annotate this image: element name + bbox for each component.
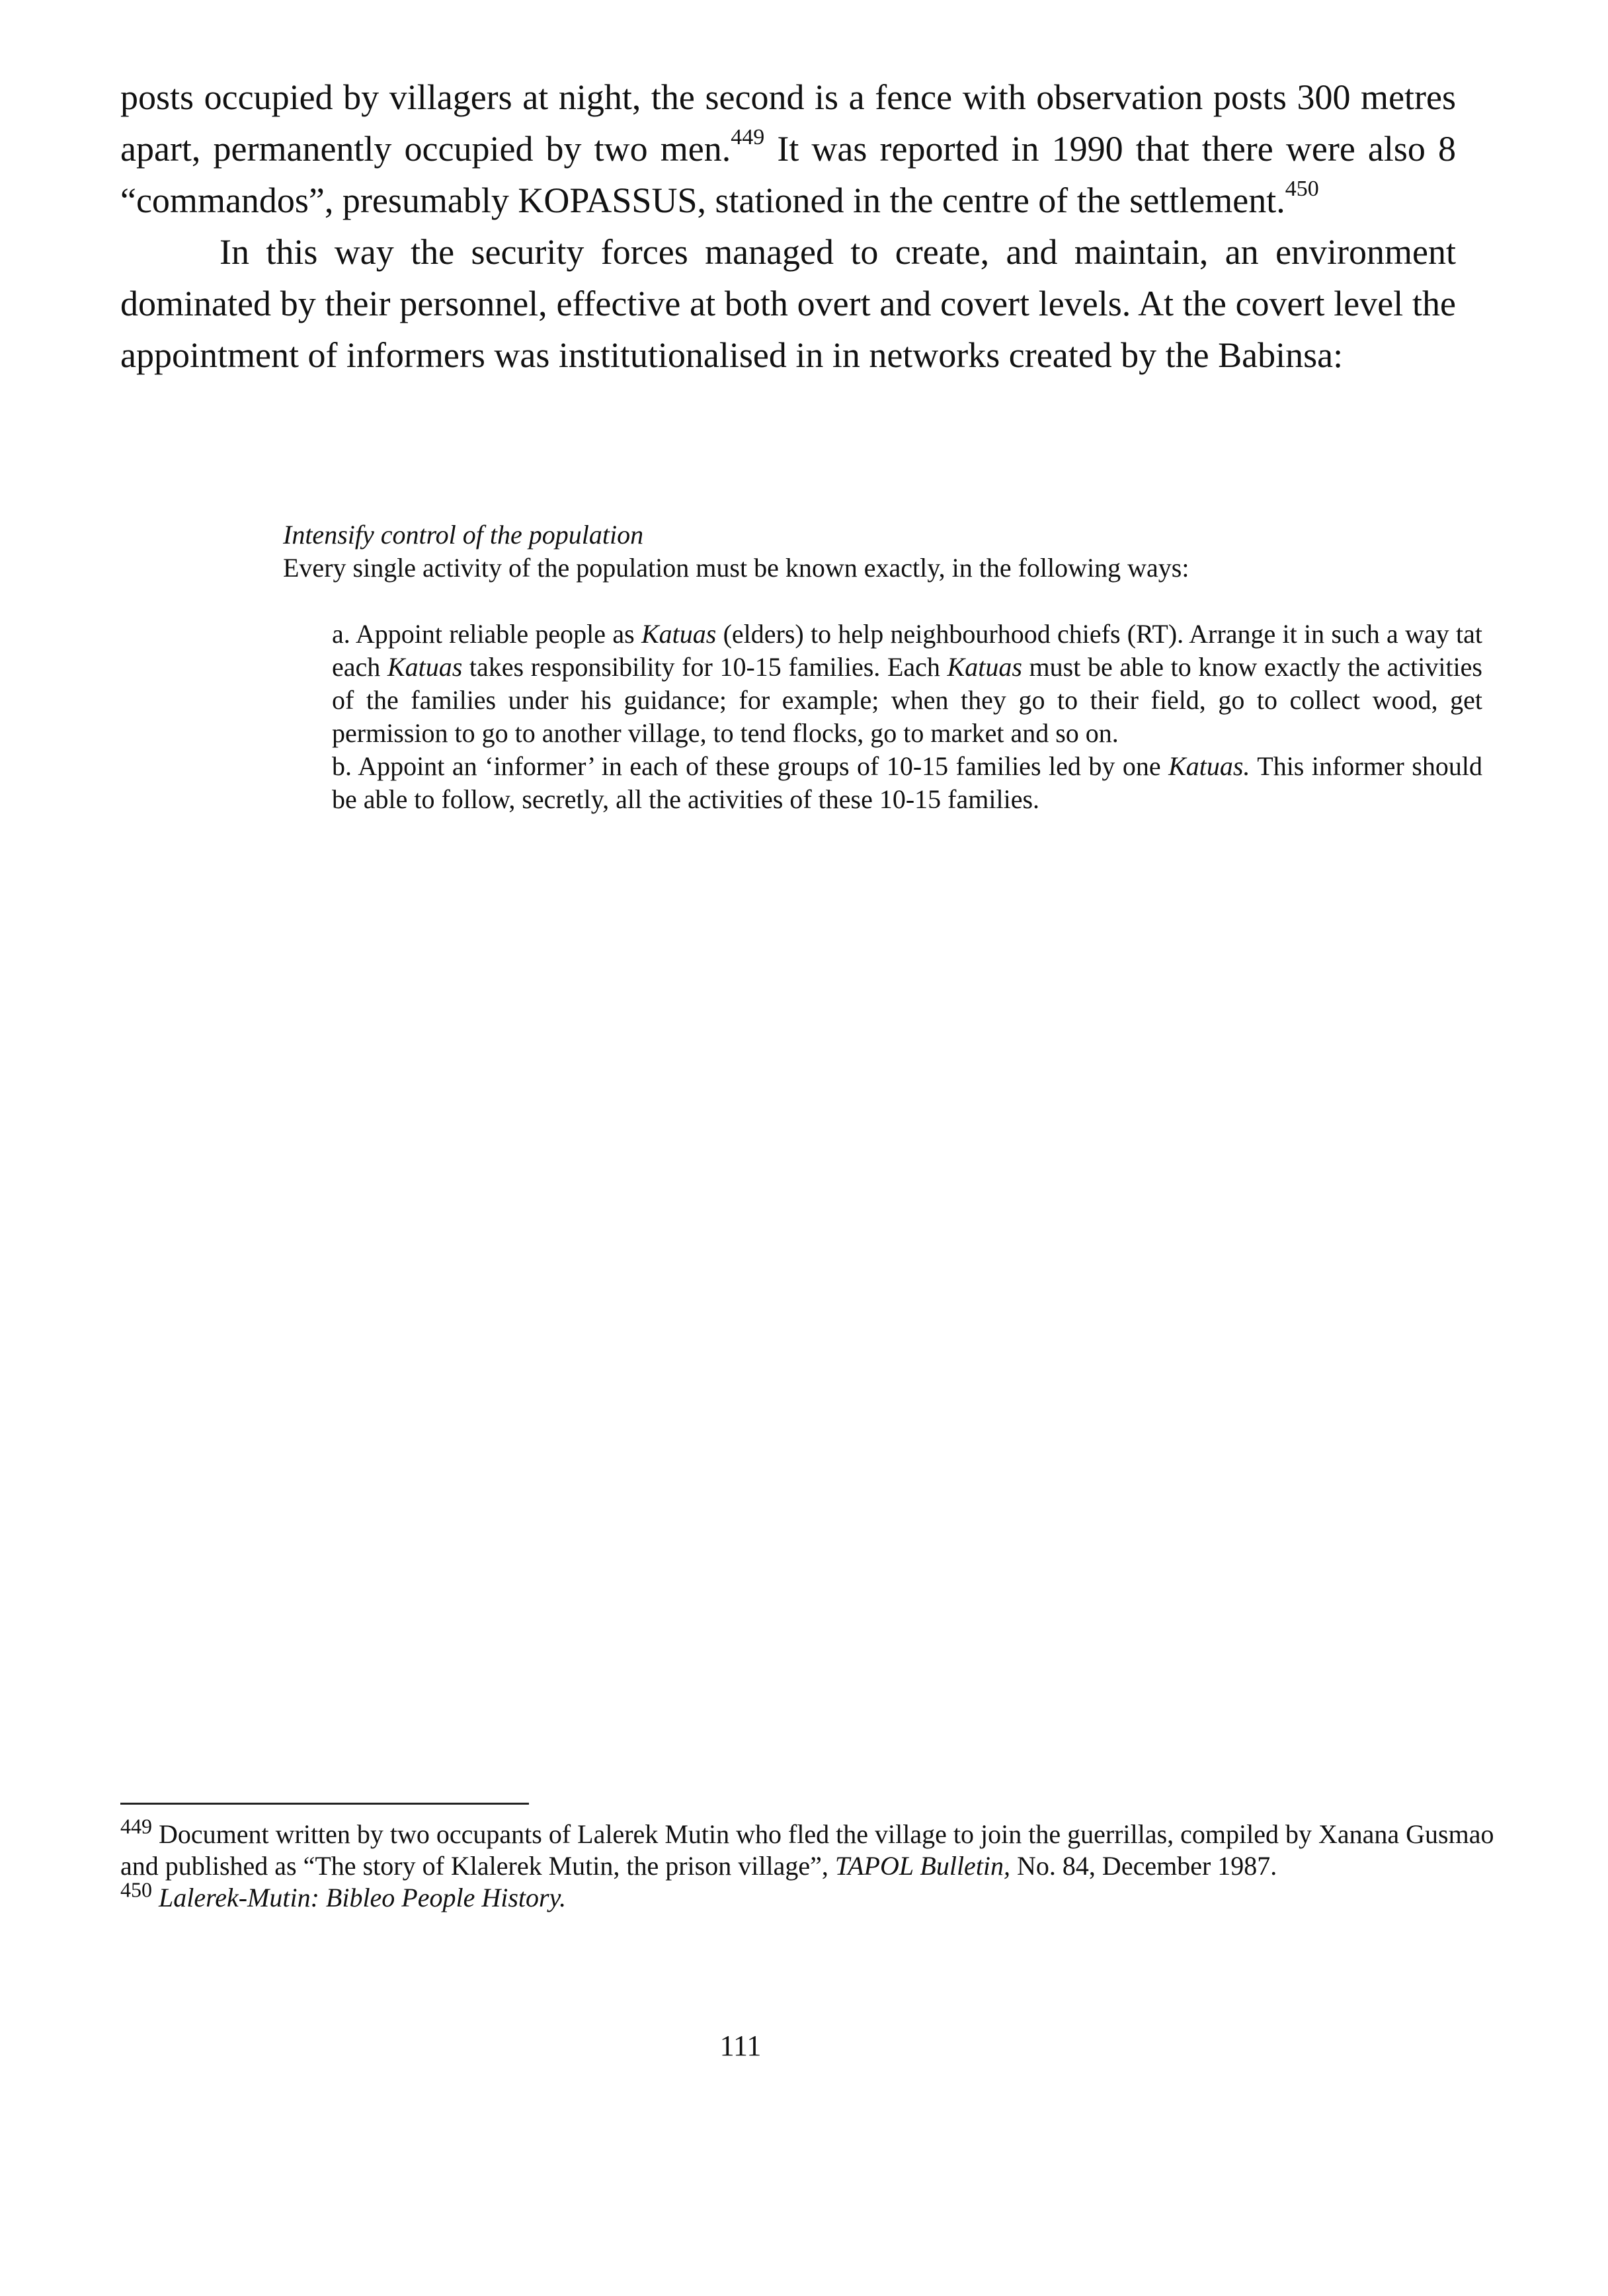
footnote-divider xyxy=(120,1803,529,1805)
paragraph-1 xyxy=(120,71,1456,226)
item-a-term-2: Katuas xyxy=(387,652,463,682)
item-a-text-2: (elders) to help neighbourhood chiefs (RT). Arrange it in such a way tat each xyxy=(332,619,1482,682)
quote-intro: Every single activity of the population must be known exactly, in the following ways: xyxy=(283,553,1189,583)
item-a-text-4: must be able to know exactly the activities of the families under his guidance; for example; when they go to their field, go to collect wood, get permission to go to another village, to tend flocks, go to market and so on. xyxy=(332,652,1482,748)
footnote-ref-449[interactable]: 449 xyxy=(731,125,765,149)
footnote-450-number: 450 xyxy=(120,1877,152,1902)
quote-item-b xyxy=(332,750,1482,816)
paragraph-2: In this way the security forces managed to create, and maintain, an environment dominated by their personnel, effective at both overt and covert levels. At the covert level the appointment of informers was institutionalised in in networks created by the Babinsa: xyxy=(120,232,1456,375)
footnote-450-source: Lalerek-Mutin: Bibleo People History. xyxy=(152,1883,567,1912)
footnote-ref-450[interactable]: 450 xyxy=(1285,177,1319,201)
item-a-text-3: takes responsibility for 10-15 families. Each xyxy=(462,652,947,682)
block-quote xyxy=(283,518,1482,816)
footnote-449-source: TAPOL Bulletin, xyxy=(834,1851,1011,1881)
footnote-449-number: 449 xyxy=(120,1814,152,1838)
item-a-term-1: Katuas xyxy=(641,619,717,649)
item-a-term-3: Katuas xyxy=(947,652,1022,682)
quote-list xyxy=(332,618,1482,816)
main-text xyxy=(120,71,1456,381)
footnotes xyxy=(120,1814,1502,1914)
footnote-449-text: Document written by two occupants of Lalerek Mutin who fled the village to join the guerrillas, compiled by Xanana Gusmao and published as “The story of Klalerek Mutin, the prison village”, xyxy=(120,1819,1494,1881)
footnote-449-issue: No. 84, December 1987. xyxy=(1010,1851,1277,1881)
item-b-text-2: This informer should be able to follow, secretly, all the activities of these 10-15 families. xyxy=(332,751,1482,814)
item-b-term-1: Katuas. xyxy=(1168,751,1250,781)
item-b-text-1: b. Appoint an ‘informer’ in each of these groups of 10-15 families led by one xyxy=(332,751,1169,781)
footnote-449 xyxy=(120,1814,1502,1882)
footnote-450 xyxy=(120,1877,1502,1914)
item-a-text-1: a. Appoint reliable people as xyxy=(332,619,641,649)
page-number: 111 xyxy=(719,2030,762,2062)
paragraph-1-text-b: It was reported in 1990 that there were also 8 “commandos”, presumably KOPASSUS, stationed in the centre of the settlement. xyxy=(120,129,1456,220)
quote-heading: Intensify control of the population xyxy=(283,520,644,550)
paragraph-1-text-a: posts occupied by villagers at night, the second is a fence with observation posts 300 metres apart, permanently occupied by two men. xyxy=(120,77,1456,169)
quote-item-a xyxy=(332,618,1482,750)
